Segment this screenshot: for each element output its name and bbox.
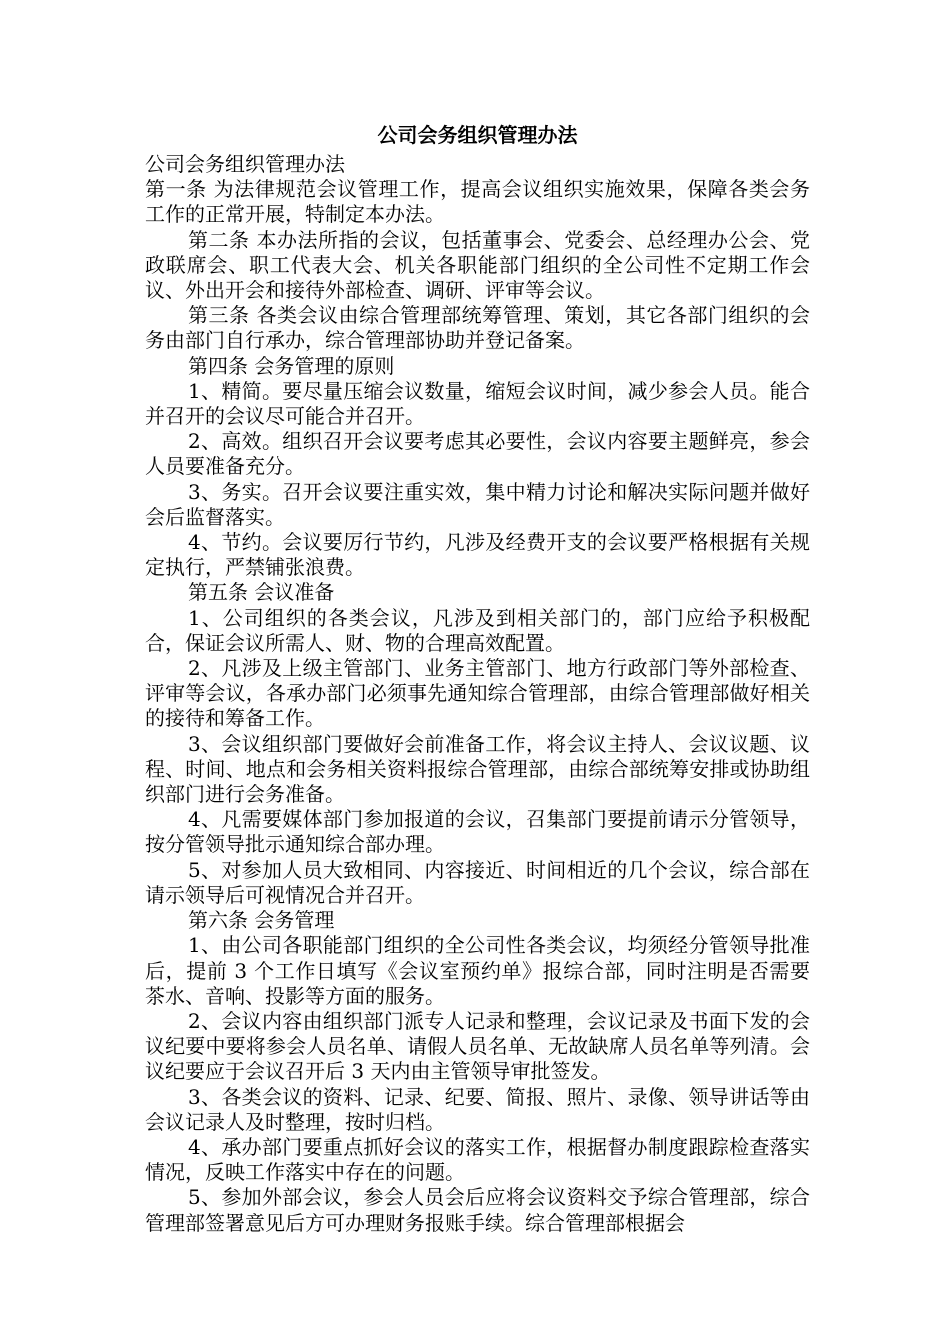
paragraph: 3、务实。召开会议要注重实效，集中精力讨论和解决实际问题并做好会后监督落实。 bbox=[145, 479, 810, 529]
paragraph: 1、公司组织的各类会议，凡涉及到相关部门的，部门应给予积极配合，保证会议所需人、财、物的合理高效配置。 bbox=[145, 605, 810, 655]
paragraph: 2、会议内容由组织部门派专人记录和整理，会议记录及书面下发的会议纪要中要将参会人员名单、请假人员名单、无故缺席人员名单等列清。会议纪要应于会议召开后 3 天内由主管领导审批签发。 bbox=[145, 1008, 810, 1084]
paragraph: 5、对参加人员大致相同、内容接近、时间相近的几个会议，综合部在请示领导后可视情况合并召开。 bbox=[145, 857, 810, 907]
paragraph: 第二条 本办法所指的会议，包括董事会、党委会、总经理办公会、党政联席会、职工代表大会、机关各职能部门组织的全公司性不定期工作会议、外出开会和接待外部检查、调研、评审等会议。 bbox=[145, 227, 810, 303]
paragraph: 4、凡需要媒体部门参加报道的会议，召集部门要提前请示分管领导，按分管领导批示通知综合部办理。 bbox=[145, 807, 810, 857]
paragraph: 第四条 会务管理的原则 bbox=[188, 353, 395, 378]
paragraph: 4、节约。会议要厉行节约，凡涉及经费开支的会议要严格根据有关规定执行，严禁铺张浪费。 bbox=[145, 530, 810, 580]
paragraph: 第六条 会务管理 bbox=[188, 908, 335, 933]
paragraph: 5、参加外部会议，参会人员会后应将会议资料交予综合管理部，综合管理部签署意见后方可办理财务报账手续。综合管理部根据会 bbox=[145, 1185, 810, 1235]
paragraph: 第五条 会议准备 bbox=[188, 580, 335, 605]
document-subtitle: 公司会务组织管理办法 bbox=[145, 152, 345, 176]
paragraph: 3、各类会议的资料、记录、纪要、简报、照片、录像、领导讲话等由会议记录人及时整理，按时归档。 bbox=[145, 1084, 810, 1134]
paragraph: 4、承办部门要重点抓好会议的落实工作，根据督办制度跟踪检查落实情况，反映工作落实中存在的问题。 bbox=[145, 1134, 810, 1185]
document-body bbox=[145, 152, 810, 1236]
paragraph: 1、由公司各职能部门组织的全公司性各类会议，均须经分管领导批准后，提前 3 个工作日填写《会议室预约单》报综合部，同时注明是否需要茶水、音响、投影等方面的服务。 bbox=[145, 933, 810, 1008]
paragraph: 3、会议组织部门要做好会前准备工作，将会议主持人、会议议题、议程、时间、地点和会务相关资料报综合管理部，由综合部统筹安排或协助组织部门进行会务准备。 bbox=[145, 731, 810, 807]
paragraph: 1、精简。要尽量压缩会议数量，缩短会议时间，减少参会人员。能合并召开的会议尽可能合并召开。 bbox=[145, 378, 810, 429]
paragraph: 2、高效。组织召开会议要考虑其必要性，会议内容要主题鲜亮，参会人员要准备充分。 bbox=[145, 429, 810, 479]
document-page bbox=[145, 118, 810, 1236]
paragraph: 第一条 为法律规范会议管理工作，提高会议组织实施效果，保障各类会务工作的正常开展，特制定本办法。 bbox=[145, 177, 810, 227]
paragraph: 第三条 各类会议由综合管理部统筹管理、策划，其它各部门组织的会务由部门自行承办，综合管理部协助并登记备案。 bbox=[145, 303, 810, 353]
document-title: 公司会务组织管理办法 bbox=[377, 123, 578, 147]
paragraph: 2、凡涉及上级主管部门、业务主管部门、地方行政部门等外部检查、评审等会议，各承办部门必须事先通知综合管理部，由综合管理部做好相关的接待和筹备工作。 bbox=[145, 656, 810, 731]
